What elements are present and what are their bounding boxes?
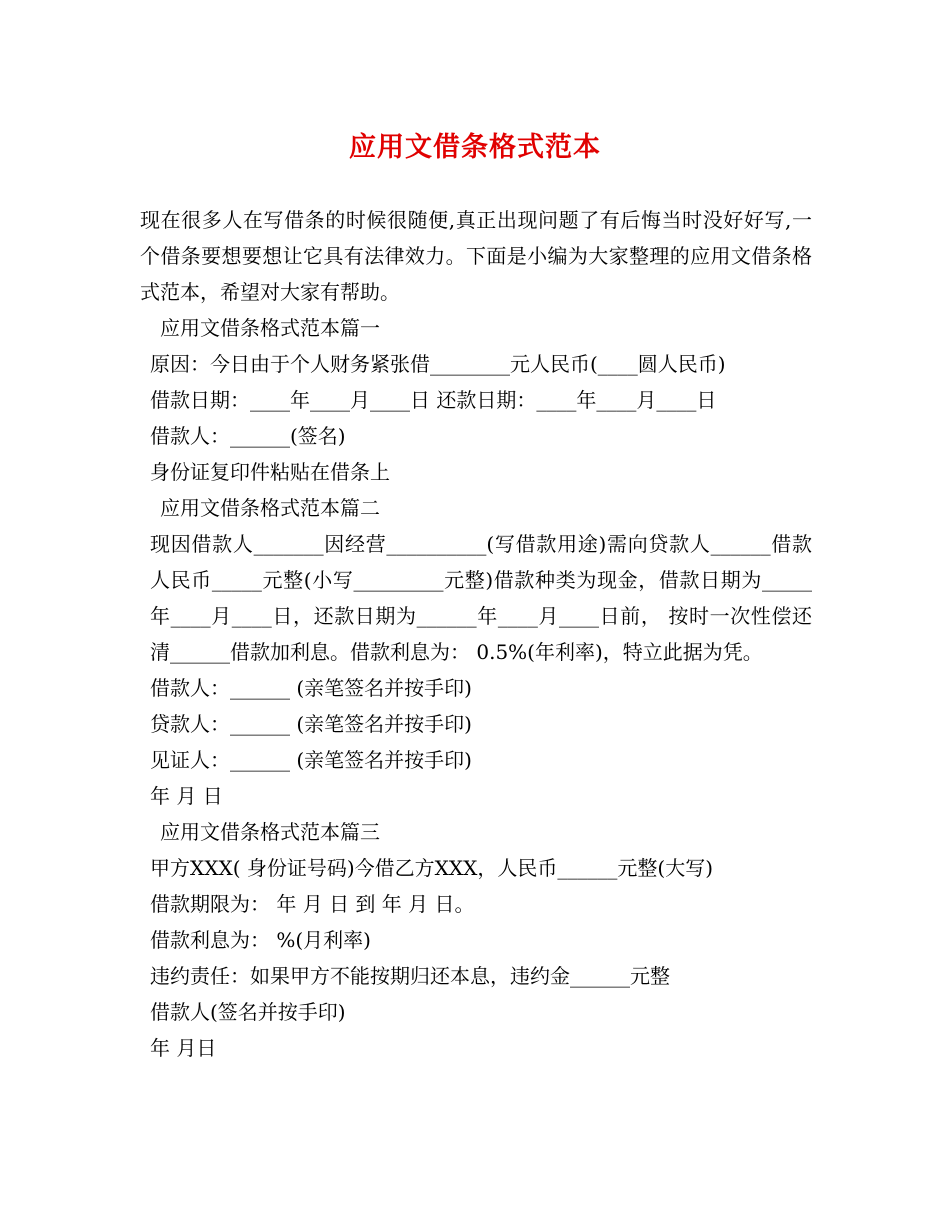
section1-line-dates: 借款日期：____年____月____日 还款日期：____年____月____日 bbox=[150, 388, 717, 412]
section3-line-parties: 甲方XXX( 身份证号码)今借乙方XXX，人民币______元整(大写) bbox=[150, 856, 713, 880]
section1-line-reason: 原因：今日由于个人财务紧张借________元人民币(____圆人民币) bbox=[150, 352, 726, 376]
intro-paragraph: 现在很多人在写借条的时候很随便,真正出现问题了有后悔当时没好好写,一个借条要想要想让它具有法律效力。下面是小编为大家整理的应用文借条格式范本，希望对大家有帮助。 bbox=[140, 208, 812, 304]
section3-line-signature: 借款人(签名并按手印) bbox=[150, 1000, 346, 1024]
section-heading-2: 应用文借条格式范本篇二 bbox=[160, 496, 380, 520]
section3-line-interest: 借款利息为： %(月利率) bbox=[150, 928, 371, 952]
section2-line-borrower: 借款人：______ (亲笔签名并按手印) bbox=[150, 676, 472, 700]
section1-line-borrower: 借款人：______(签名) bbox=[150, 424, 346, 448]
section2-line-date: 年 月 日 bbox=[150, 784, 223, 808]
document-body bbox=[140, 202, 812, 1066]
section2-line-lender: 贷款人：______ (亲笔签名并按手印) bbox=[150, 712, 472, 736]
section2-line-witness: 见证人：______ (亲笔签名并按手印) bbox=[150, 748, 472, 772]
section2-paragraph: 现因借款人_______因经营__________(写借款用途)需向贷款人______借款人民币_____元整(小写_________元整)借款种类为现金，借款日期为_____年____月____日，还款日期为______年____月____日前， 按时一次性偿还清______借款加利息。借款利息为： 0.5%(年利率)，特立此据为凭。 bbox=[150, 532, 812, 664]
document-title: 应用文借条格式范本 bbox=[349, 132, 601, 163]
section-heading-3: 应用文借条格式范本篇三 bbox=[160, 820, 380, 844]
section-heading-1: 应用文借条格式范本篇一 bbox=[160, 316, 380, 340]
section1-line-id-copy: 身份证复印件粘贴在借条上 bbox=[150, 460, 390, 484]
section3-line-penalty: 违约责任：如果甲方不能按期归还本息，违约金______元整 bbox=[150, 964, 670, 988]
section3-line-date: 年 月日 bbox=[150, 1036, 217, 1060]
section3-line-term: 借款期限为： 年 月 日 到 年 月 日。 bbox=[150, 892, 475, 916]
